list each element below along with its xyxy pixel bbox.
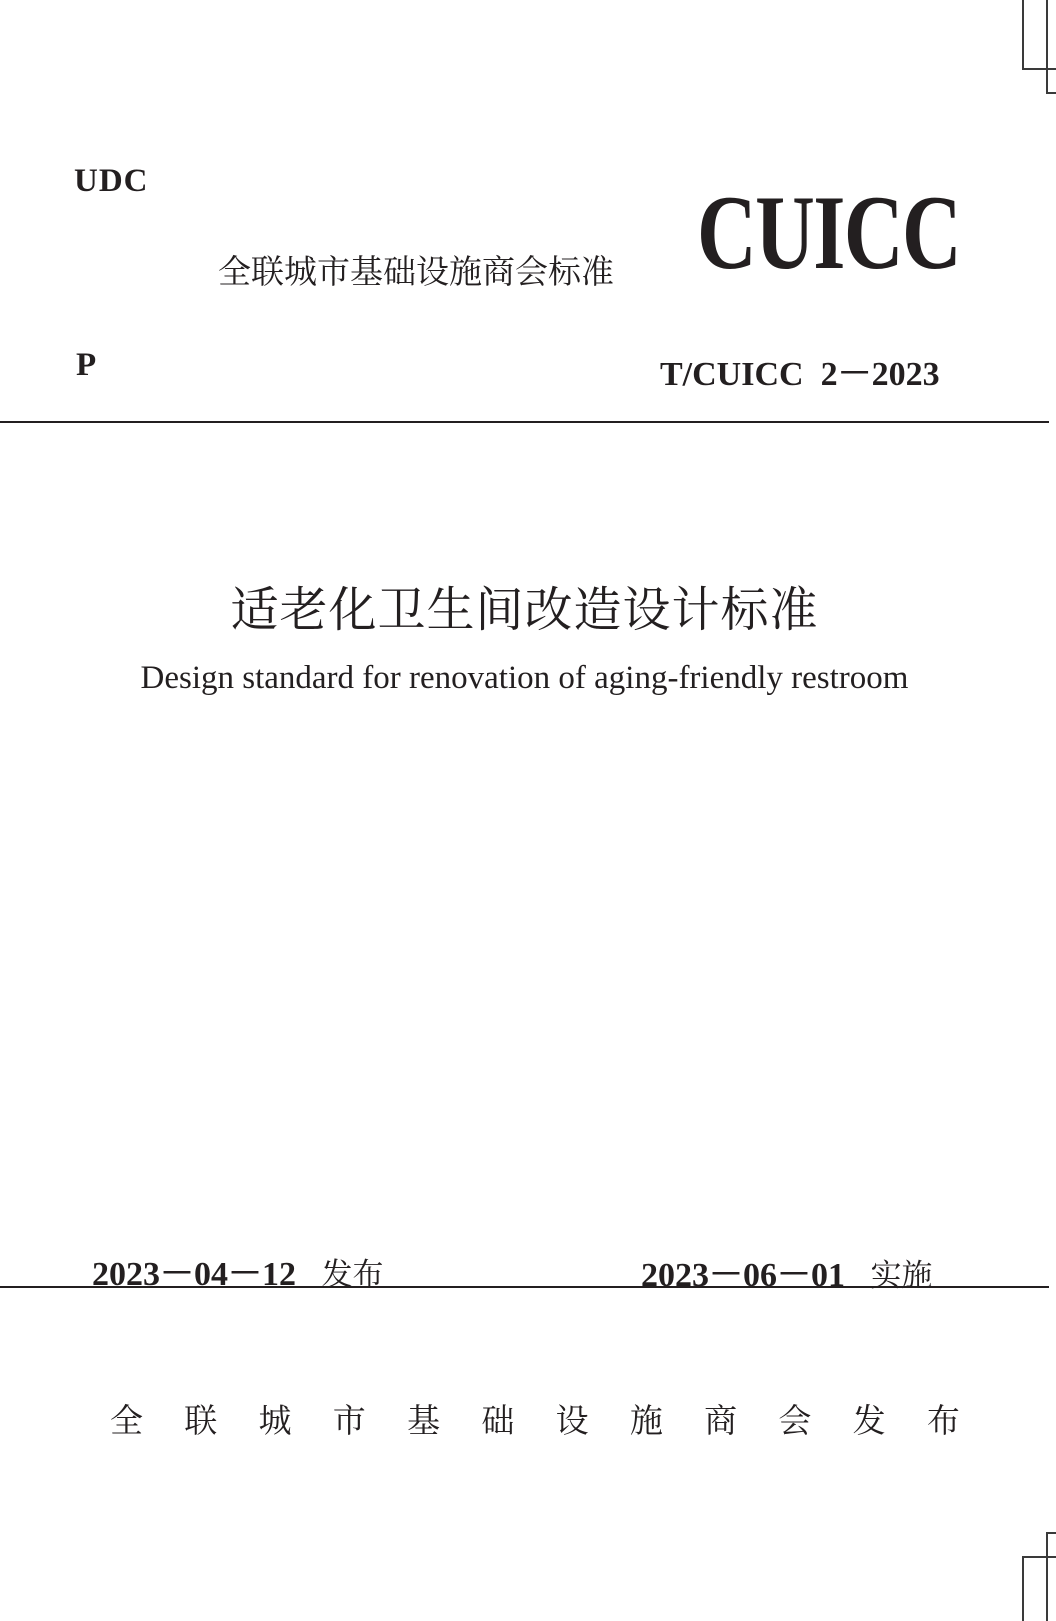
- publisher-char: 城: [258, 1401, 292, 1440]
- effective-label: 实施: [870, 1258, 933, 1294]
- publisher-char: 发: [852, 1401, 886, 1440]
- standard-number: T/CUICC 2－2023: [660, 356, 940, 393]
- title-english: Design standard for renovation of aging-friendly restroom: [140, 660, 909, 696]
- udc-label: UDC: [74, 163, 149, 199]
- publisher-char: 布: [926, 1401, 960, 1440]
- publish-label: 发布: [321, 1257, 384, 1293]
- top-divider: [0, 421, 1049, 423]
- crop-mark-top-horizontal-2: [1046, 92, 1056, 94]
- effective-date-row: [624, 1209, 933, 1296]
- crop-mark-bottom-horizontal-2: [1046, 1532, 1056, 1534]
- publisher-char: 全: [110, 1401, 143, 1440]
- title-chinese: 适老化卫生间改造设计标准: [230, 582, 819, 638]
- publisher-char: 会: [778, 1401, 812, 1440]
- publisher-char: 基: [407, 1401, 441, 1440]
- bottom-divider: [0, 1286, 1049, 1288]
- association-standard-label: 全联城市基础设施商会标准: [218, 252, 614, 291]
- publisher-char: 础: [481, 1401, 515, 1440]
- crop-mark-top-left-line: [1022, 0, 1024, 68]
- publisher-char: 市: [332, 1401, 366, 1440]
- cuicc-logo: CUICC: [697, 174, 961, 291]
- effective-date: 2023－06－01: [641, 1257, 845, 1294]
- crop-mark-bottom-right-line: [1046, 1532, 1048, 1621]
- crop-mark-bottom-left-line: [1022, 1556, 1024, 1621]
- publisher-char: 设: [555, 1401, 589, 1440]
- publisher-name: [110, 1395, 960, 1442]
- crop-mark-top-right-line: [1046, 0, 1048, 92]
- publish-date: 2023－04－12: [92, 1256, 296, 1293]
- publisher-char: 联: [184, 1401, 218, 1440]
- publisher-char: 施: [629, 1401, 663, 1440]
- publisher-char: 商: [704, 1401, 738, 1440]
- category-code: P: [76, 347, 97, 383]
- crop-mark-top-horizontal: [1022, 68, 1056, 70]
- publish-date-row: [75, 1208, 384, 1295]
- crop-mark-bottom-horizontal: [1022, 1556, 1056, 1558]
